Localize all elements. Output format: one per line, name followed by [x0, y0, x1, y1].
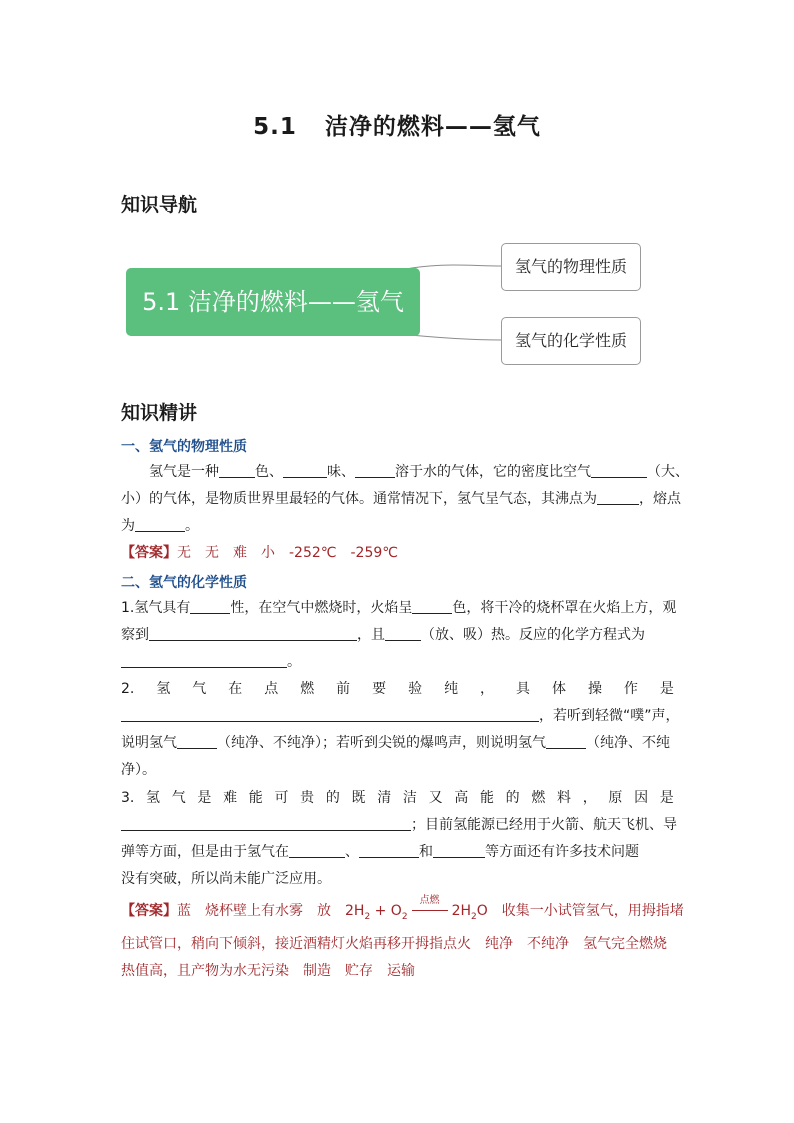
s2-q1-line-1: 1.氢气具有 性，在空气中燃烧时，火焰呈 色，将干冷的烧杯罩在火焰上方，观 [121, 600, 677, 616]
section2-heading: 二、氢气的化学性质 [121, 575, 247, 591]
title-number: 5.1 [253, 114, 297, 140]
s1-line-1: 氢气是一种 色、 味、 溶于水的气体，它的密度比空气 （大、 [149, 464, 689, 480]
reaction-condition: 点燃 [419, 895, 440, 906]
s2-q3-line-4: 没有突破，所以尚未能广泛应用。 [121, 871, 331, 887]
s2-q2-line-3: 说明氢气 （纯净、不纯净）；若听到尖锐的爆鸣声，则说明氢气 （纯净、不纯 [121, 735, 670, 751]
s2-q2-line-1: 2. 氢 气 在 点 燃 前 要 验 纯 ， 具 体 操 作 是 [121, 681, 674, 697]
s2-q2-line-2: ，若听到轻微“噗”声， [121, 703, 674, 730]
section2-question-2 [121, 676, 680, 784]
s2-q3-line-3: 弹等方面，但是由于氢气在 、 和 等方面还有许多技术问题 [121, 844, 639, 860]
answer-tag: 【答案】 [121, 903, 177, 919]
s2-q1-line-3: 。 [121, 649, 674, 676]
page-title [0, 108, 794, 141]
s1-line-3: 为 。 [121, 518, 199, 534]
s2-answer-line-1: 【答案】蓝 烧杯壁上有水雾 放 $2H_2 + O_2$ 点燃 $2H_2O$ 收集一小试管氢气，用拇指堵 [121, 898, 674, 931]
s2-q1-line-2: 察到 ，且 （放、吸）热。反应的化学方程式为 [121, 627, 645, 643]
title-text: 洁净的燃料——氢气 [324, 114, 541, 140]
s1-line-2: 小）的气体，是物质世界里最轻的气体。通常情况下，氢气呈气态，其沸点为 ，熔点 [121, 491, 681, 507]
mindmap-connectors [0, 0, 794, 400]
lecture-heading: 知识精讲 [121, 402, 198, 424]
mindmap-branch-physical: 氢气的物理性质 [501, 243, 641, 291]
s2-answer-line-2: 住试管口，稍向下倾斜，接近酒精灯火焰再移开拇指点火 纯净 不纯净 氢气完全燃烧 [121, 935, 667, 952]
s2-q2-line-4: 净）。 [121, 762, 156, 778]
mindmap-branch-chemical: 氢气的化学性质 [501, 317, 641, 365]
section2-question-3 [121, 785, 677, 893]
nav-heading: 知识导航 [121, 194, 198, 216]
section2-question-1 [121, 595, 677, 676]
chemical-equation: $2H_2 + O_2$ 点燃 $2H_2O$ [345, 898, 488, 931]
section1-answer: 【答案】无 无 难 小 -252℃ -259℃ [121, 545, 398, 561]
section2-answer [121, 895, 684, 985]
answer-tag: 【答案】 [121, 545, 177, 561]
s2-q3-line-2: ；目前氢能源已经用于火箭、航天飞机、导 [121, 812, 674, 839]
mindmap-central-node: 5.1 洁净的燃料——氢气 [126, 268, 420, 336]
section1-question [121, 459, 689, 540]
section1-heading: 一、氢气的物理性质 [121, 439, 247, 455]
s2-q3-line-1: 3. 氢 气 是 难 能 可 贵 的 既 清 洁 又 高 能 的 燃 料 ， 原 因 是 [121, 790, 674, 806]
s2-answer-line-3: 热值高，且产物为水无污染 制造 贮存 运输 [121, 962, 415, 979]
